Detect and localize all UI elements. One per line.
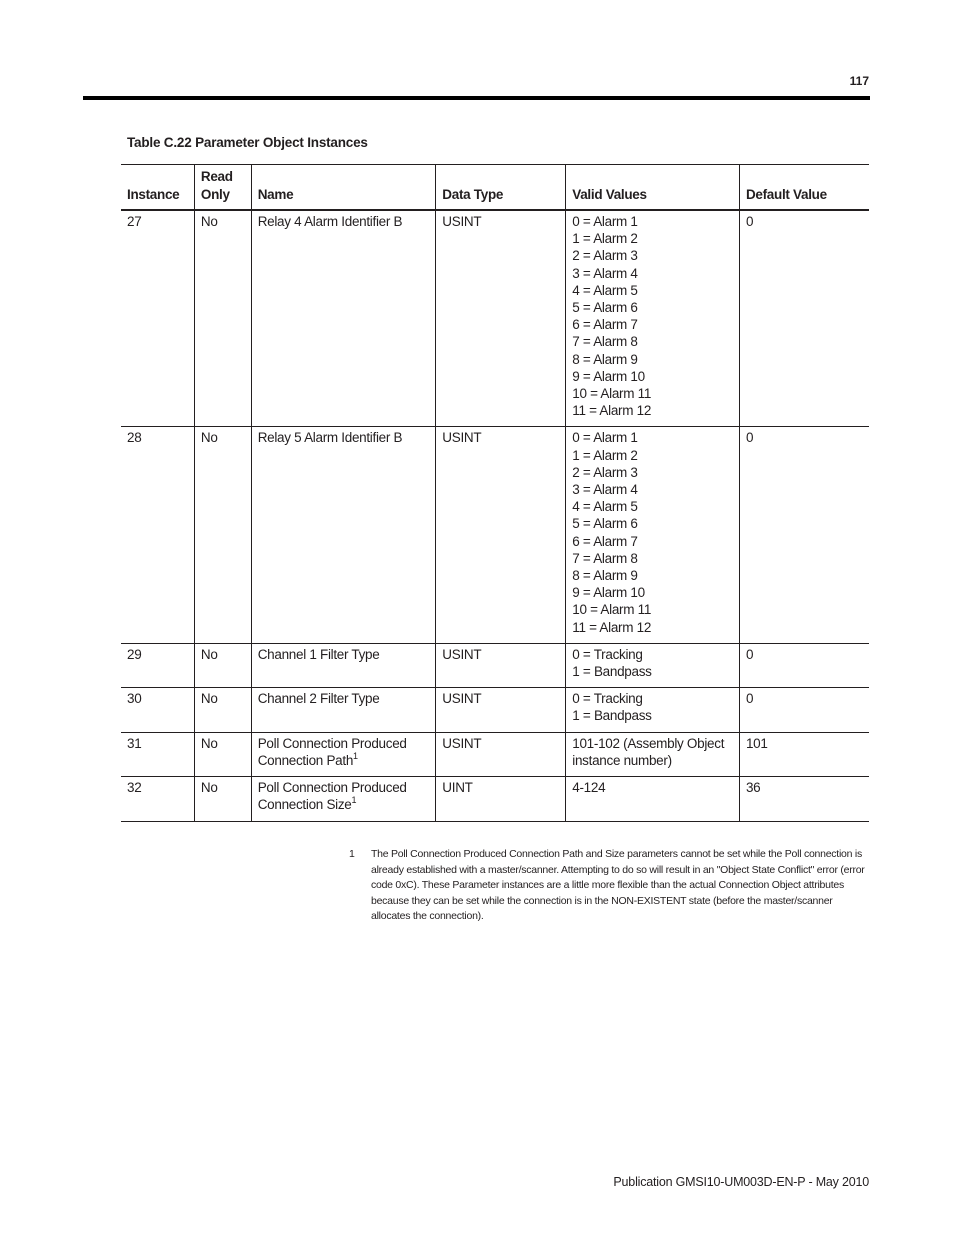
table-row — [121, 777, 869, 821]
table-row — [121, 427, 869, 643]
valid-value-line: 2 = Alarm 3 — [572, 464, 638, 480]
valid-value-line: 8 = Alarm 9 — [572, 351, 638, 367]
valid-value-line: 5 = Alarm 6 — [572, 516, 638, 532]
valid-value-line: 6 = Alarm 7 — [572, 533, 638, 549]
cell-default-value: 0 — [739, 643, 869, 687]
cell-instance: 32 — [121, 777, 194, 821]
cell-valid-values — [566, 427, 740, 643]
cell-read-only: No — [194, 210, 251, 427]
valid-value-line: 5 = Alarm 6 — [572, 300, 638, 316]
cell-default-value: 36 — [739, 777, 869, 821]
cell-read-only: No — [194, 732, 251, 776]
valid-value-line: 0 = Tracking — [572, 691, 643, 707]
cell-data-type: USINT — [436, 688, 566, 732]
cell-instance: 31 — [121, 732, 194, 776]
valid-value-line: 1 = Bandpass — [572, 664, 652, 680]
table-row — [121, 688, 869, 732]
cell-instance: 30 — [121, 688, 194, 732]
header-valid-values: Valid Values — [566, 165, 740, 211]
cell-instance: 29 — [121, 643, 194, 687]
cell-name-text: Relay 4 Alarm Identifier B — [257, 214, 403, 229]
valid-value-line: 8 = Alarm 9 — [572, 568, 638, 584]
valid-value-line: 0 = Alarm 1 — [572, 214, 638, 229]
valid-value-line: 1 = Alarm 2 — [572, 231, 638, 247]
cell-valid-values — [566, 210, 740, 427]
cell-data-type: USINT — [436, 427, 566, 643]
valid-value-line: 3 = Alarm 4 — [572, 265, 638, 281]
cell-name — [251, 643, 436, 687]
header-data-type: Data Type — [436, 165, 566, 211]
cell-valid-values — [566, 732, 740, 776]
cell-name-text: Poll Connection Produced Connection Path — [257, 735, 407, 768]
cell-read-only: No — [194, 777, 251, 821]
valid-value-line: 2 = Alarm 3 — [572, 248, 638, 264]
footnote-text: The Poll Connection Produced Connection Path and Size parameters cannot be set while the Poll connection is already established with a master/scanner. Attempting to do so will result in an "Object State Conflict" error (error code 0xC). These Parameter instances are a little more flexible than the actual Connection Object attributes because they can be set while the connection is in the NON-EXISTENT state (before the master/scanner allocates the connection). — [371, 848, 865, 922]
cell-name — [251, 732, 436, 776]
header-instance: Instance — [121, 165, 194, 211]
footnote-reference: 1 — [351, 795, 357, 806]
cell-data-type: USINT — [436, 732, 566, 776]
header-rule — [83, 96, 870, 100]
page-number: 117 — [849, 74, 869, 88]
valid-value-line: 0 = Alarm 1 — [572, 430, 638, 446]
valid-value-line: 101-102 (Assembly Object instance number) — [572, 735, 725, 768]
cell-default-value: 0 — [739, 427, 869, 643]
cell-default-value: 101 — [739, 732, 869, 776]
header-name: Name — [251, 165, 436, 211]
cell-instance: 27 — [121, 210, 194, 427]
valid-value-line: 4 = Alarm 5 — [572, 282, 638, 298]
valid-value-line: 4 = Alarm 5 — [572, 499, 638, 515]
cell-name-text: Channel 1 Filter Type — [257, 646, 380, 662]
table-row — [121, 643, 869, 687]
valid-value-line: 11 = Alarm 12 — [572, 403, 652, 419]
cell-default-value: 0 — [739, 210, 869, 427]
cell-name-text: Relay 5 Alarm Identifier B — [257, 430, 403, 446]
parameter-object-instances-table — [121, 164, 869, 822]
table-row — [121, 732, 869, 776]
valid-value-line: 3 = Alarm 4 — [572, 482, 638, 498]
header-default-value: Default Value — [739, 165, 869, 211]
cell-name-text: Channel 2 Filter Type — [257, 691, 380, 707]
cell-valid-values — [566, 643, 740, 687]
cell-name — [251, 688, 436, 732]
valid-value-line: 6 = Alarm 7 — [572, 317, 638, 333]
header-read-only — [194, 165, 251, 211]
valid-value-line: 9 = Alarm 10 — [572, 368, 645, 384]
valid-value-line: 10 = Alarm 11 — [572, 386, 652, 402]
valid-value-line: 9 = Alarm 10 — [572, 585, 645, 601]
valid-value-line: 10 = Alarm 11 — [572, 602, 652, 618]
footnote — [349, 847, 869, 925]
footnote-number: 1 — [349, 848, 355, 860]
valid-value-line: 7 = Alarm 8 — [572, 334, 638, 350]
cell-data-type: USINT — [436, 210, 566, 427]
cell-read-only: No — [194, 427, 251, 643]
cell-valid-values — [566, 688, 740, 732]
valid-value-line: 1 = Bandpass — [572, 708, 652, 724]
cell-name — [251, 427, 436, 643]
cell-valid-values — [566, 777, 740, 821]
cell-name — [251, 210, 436, 427]
table-row — [121, 210, 869, 427]
valid-value-line: 0 = Tracking — [572, 646, 643, 662]
publication-footer: Publication GMSI10-UM003D-EN-P - May 2010 — [613, 1175, 869, 1189]
valid-value-line: 11 = Alarm 12 — [572, 619, 652, 635]
cell-name — [251, 777, 436, 821]
valid-value-line: 1 = Alarm 2 — [572, 447, 638, 463]
cell-read-only: No — [194, 643, 251, 687]
valid-value-line: 4-124 — [572, 780, 606, 796]
header-read-only-line-2: Only — [200, 186, 230, 202]
valid-value-line: 7 = Alarm 8 — [572, 550, 638, 566]
cell-name-text: Poll Connection Produced Connection Size — [257, 780, 407, 813]
footnote-reference: 1 — [353, 750, 358, 761]
table-header-row — [121, 165, 869, 211]
header-read-only-line-1: Read — [200, 169, 233, 184]
cell-data-type: USINT — [436, 643, 566, 687]
table-title: Table C.22 Parameter Object Instances — [127, 135, 368, 150]
cell-data-type: UINT — [436, 777, 566, 821]
cell-read-only: No — [194, 688, 251, 732]
table-body — [121, 210, 869, 821]
cell-default-value: 0 — [739, 688, 869, 732]
cell-instance: 28 — [121, 427, 194, 643]
